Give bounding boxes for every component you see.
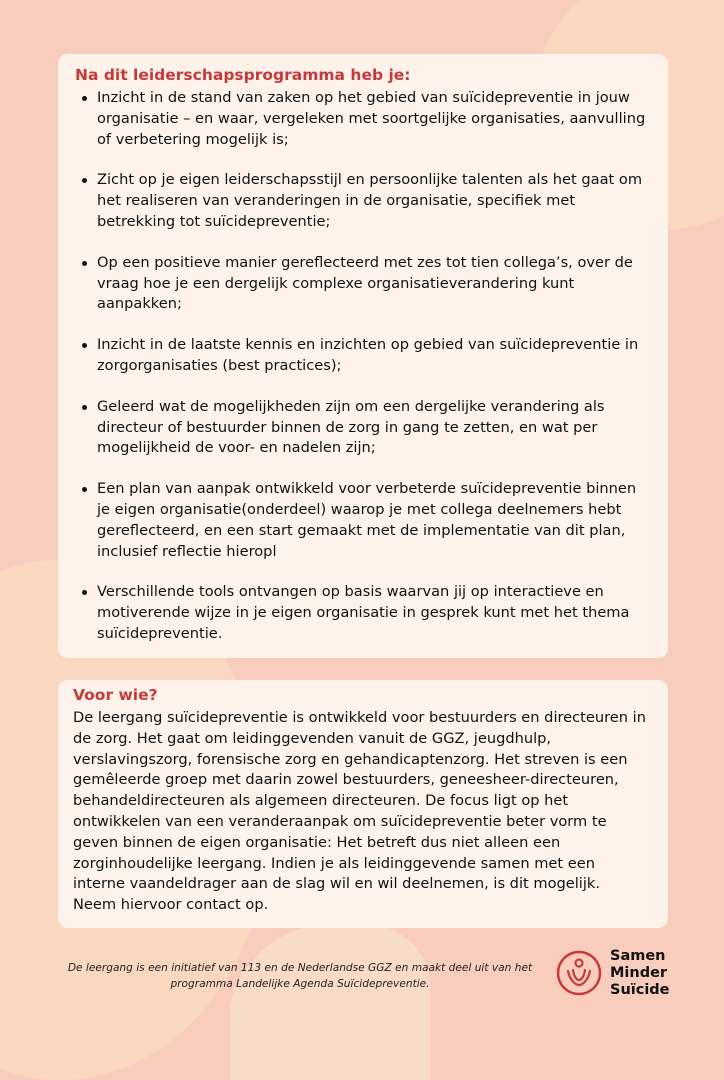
audience-text: De leergang suïcidepreventie is ontwikkeld voor bestuurders en directeuren in de zorg. Het gaat om leidinggevenden vanuit de GGZ, jeugdhulp, verslavingszorg, forensische zorg en gehandicaptenzorg. Het streven is een gemêleerde groep met daarin zowel bestuurders, geneesheer-directeuren, behandeldirecteuren als algemeen directeuren. De focus ligt op het ontwikkelen van een veranderaanpak om suïcidepreventie beter vorm te geven binnen de eigen organisatie: Het betreft dus niet alleen een zorginhoudelijke leergang. Indien je als leidinggevende samen met een interne vaandeldrager aan de slag wil en wil deelnemen, is dit mogelijk. Neem hiervoor contact op. xyxy=(73,709,646,914)
logo-line: Minder xyxy=(610,965,668,981)
bullet-icon xyxy=(82,343,87,348)
list-item-text: Zicht op je eigen leiderschapsstijl en persoonlijke talenten als het gaat om het realiseren van veranderingen in de organisatie, specifiek met betrekking tot suïcidepreventie; xyxy=(97,171,643,230)
samen-minder-suicide-logo xyxy=(556,948,696,1008)
logo-line: Suïcide xyxy=(610,982,670,998)
outcomes-card xyxy=(58,54,668,658)
bullet-icon xyxy=(82,261,87,266)
list-item-text: Verschillende tools ontvangen op basis waarvan jij op interactieve en motiverende wijze in je eigen organisatie in gesprek kunt met het thema suïcidepreventie. xyxy=(97,583,630,642)
logo-line: Samen xyxy=(610,948,666,964)
list-item-text: Geleerd wat de mogelijkheden zijn om een dergelijke verandering als directeur of bestuurder binnen de zorg in gang te zetten, en wat per mogelijkheid de voor- en nadelen zijn; xyxy=(97,397,605,457)
list-item-text: Een plan van aanpak ontwikkeld voor verbeterde suïcidepreventie binnen je eigen organisatie(onderdeel) waarop je met collega deelnemers hebt gereflecteerd, en een start gemaakt met de implementatie van dit plan, inclusief reflectie hieropl xyxy=(97,480,637,560)
logo-text xyxy=(610,948,670,999)
bullet-icon xyxy=(82,96,87,101)
list-item xyxy=(75,479,646,562)
list-item xyxy=(75,88,646,150)
outcomes-list xyxy=(75,88,646,645)
audience-card xyxy=(58,680,668,928)
list-item xyxy=(75,335,646,377)
decorative-blob xyxy=(230,920,430,1080)
audience-heading: Voor wie? xyxy=(73,686,158,704)
outcomes-heading: Na dit leiderschapsprogramma heb je: xyxy=(75,66,411,84)
bullet-icon xyxy=(82,178,87,183)
list-item xyxy=(75,253,646,315)
footer-note: De leergang is een initiatief van 113 en de Nederlandse GGZ en maakt deel uit van het programma Landelijke Agenda Suïcidepreventie. xyxy=(67,962,533,990)
bullet-icon xyxy=(82,487,87,492)
list-item xyxy=(75,582,646,644)
list-item-text: Op een positieve manier gereflecteerd met zes tot tien collega’s, over de vraag hoe je een dergelijk complexe organisatieverandering kunt aanpakken; xyxy=(97,253,633,313)
list-item xyxy=(75,397,646,459)
list-item xyxy=(75,170,646,232)
bullet-icon xyxy=(82,590,87,595)
list-item-text: Inzicht in de stand van zaken op het gebied van suïcidepreventie in jouw organisatie – en waar, vergeleken met soortgelijke organisaties, aanvulling of verbetering mogelijk is; xyxy=(97,89,646,148)
logo-mark-icon xyxy=(556,950,602,996)
bullet-icon xyxy=(82,405,87,410)
list-item-text: Inzicht in de laatste kennis en inzichten op gebied van suïcidepreventie in zorgorganisaties (best practices); xyxy=(97,336,639,374)
